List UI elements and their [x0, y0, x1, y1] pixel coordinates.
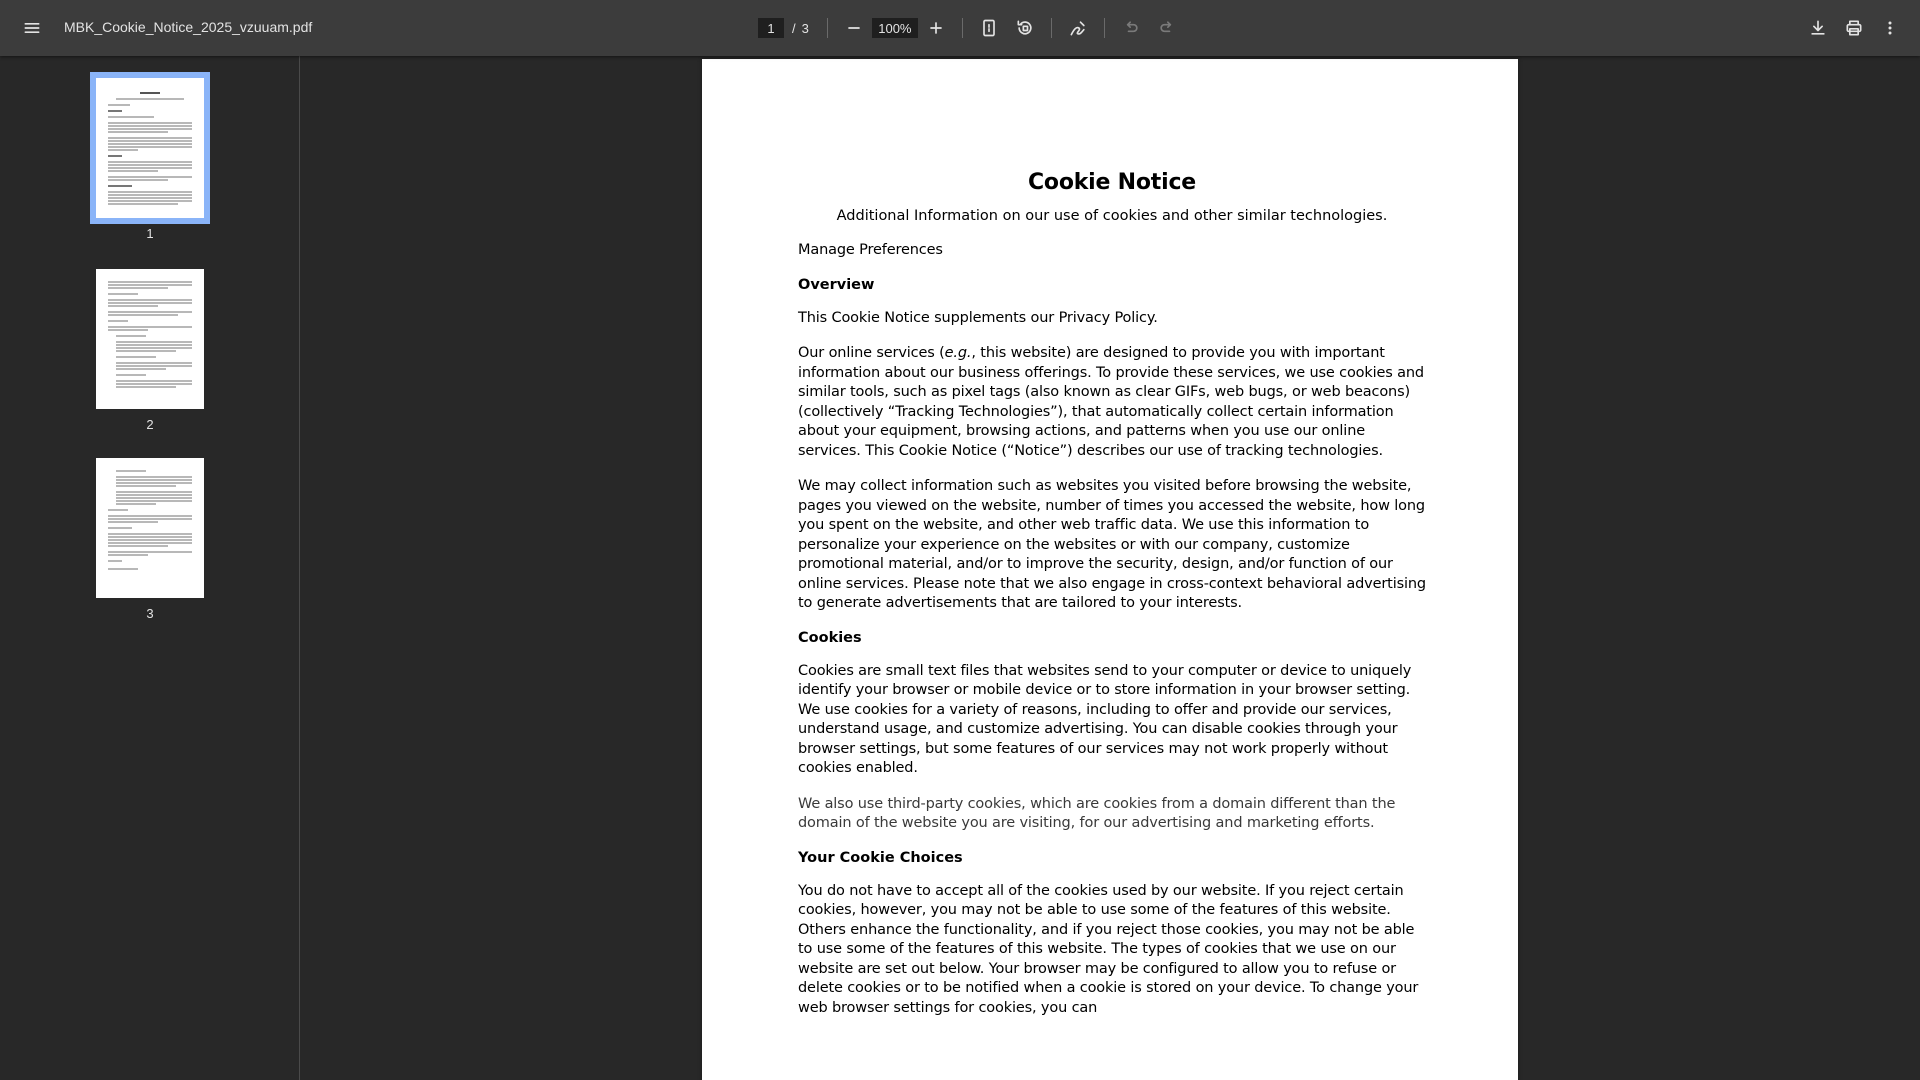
print-icon [1844, 18, 1864, 38]
menu-button[interactable] [14, 10, 50, 46]
page-total: 3 [801, 20, 809, 36]
redo-button[interactable] [1149, 10, 1185, 46]
zoom-input[interactable] [872, 18, 918, 38]
fit-page-button[interactable] [971, 10, 1007, 46]
thumbnail-item[interactable] [0, 78, 300, 241]
page-thumbnail-3[interactable] [96, 458, 204, 598]
divider [1051, 18, 1052, 38]
page-separator: / [792, 20, 796, 36]
download-icon [1808, 18, 1828, 38]
more-options-button[interactable] [1872, 10, 1908, 46]
p2-emphasis: e.g. [944, 345, 972, 361]
pen-icon [1068, 18, 1088, 38]
divider [1104, 18, 1105, 38]
rotate-icon [1015, 18, 1035, 38]
print-button[interactable] [1836, 10, 1872, 46]
right-toolbar-controls [1800, 10, 1908, 46]
divider [827, 18, 828, 38]
document-heading: Cookie Notice [1027, 170, 1197, 195]
paragraph-privacy: This Cookie Notice supplements our Privacy Policy. [798, 309, 1158, 326]
thumbnail-label: 1 [146, 226, 154, 241]
plus-icon [926, 18, 946, 38]
minus-icon [844, 18, 864, 38]
page-content [798, 170, 1426, 1034]
page-number-input[interactable] [758, 18, 784, 38]
thumbnail-item[interactable] [0, 458, 300, 621]
thumbnail-item[interactable] [0, 269, 300, 432]
annotate-button[interactable] [1060, 10, 1096, 46]
paragraph-collect: We may collect information such as websites you visited before browsing the website, pages you viewed on the website, number of times you accessed the website, how long you spent on the website, and other web traffic data. We use this information to personalize your experience on the websites or with our company, customize promotional material, and/or to improve the security, design, and/or function of our online services. Please note that we also engage in cross-context behavioral advertising to generate advertisements that are tailored to your interests. [798, 478, 1426, 611]
page-thumbnail-2[interactable] [96, 269, 204, 409]
pdf-toolbar [0, 0, 1920, 56]
undo-button[interactable] [1113, 10, 1149, 46]
document-viewer[interactable] [301, 56, 1920, 1080]
choices-heading: Your Cookie Choices [798, 849, 963, 866]
paragraph-cookies: Cookies are small text files that websites send to your computer or device to uniquely identify your browser or mobile device or to store information in your browser setting. We use cookies for a variety of reasons, including to offer and provide our services, understand usage, and customize advertising. You can disable cookies through your browser settings, but some features of our services may not work properly without cookies enabled. [798, 662, 1412, 776]
thumbnail-sidebar [0, 56, 300, 1080]
fit-page-icon [979, 18, 999, 38]
page-thumbnail-1[interactable] [96, 78, 204, 218]
page-zoom-controls [758, 0, 1185, 56]
menu-icon [22, 18, 42, 38]
thumbnail-label: 3 [146, 606, 154, 621]
undo-icon [1121, 18, 1141, 38]
paragraph-third-party: We also use third-party cookies, which are cookies from a domain different than the domain of the website you are visiting, for our advertising and marketing efforts. [798, 795, 1396, 831]
paragraph-online-services [798, 344, 1426, 461]
divider [962, 18, 963, 38]
download-button[interactable] [1800, 10, 1836, 46]
document-subtitle: Additional Information on our use of cookies and other similar technologies. [836, 208, 1388, 224]
paragraph-choices: You do not have to accept all of the cookies used by our website. If you reject certain cookies, however, you may not be able to use some of the features of this website. Others enhance the functionality, and if you reject those cookies, you may not be able to use some of the features of this website. The types of cookies that we use on our website are set out below. Your browser may be configured to allow you to refuse or delete cookies or to be notified when a cookie is stored on your device. To change your web browser settings for cookies, you can [798, 882, 1419, 1016]
zoom-in-button[interactable] [918, 10, 954, 46]
zoom-out-button[interactable] [836, 10, 872, 46]
p2-pre: Our online services ( [798, 345, 945, 361]
thumbnail-label: 2 [146, 417, 154, 432]
rotate-button[interactable] [1007, 10, 1043, 46]
cookies-heading: Cookies [798, 629, 862, 646]
pdf-page-1 [702, 59, 1518, 1080]
more-vertical-icon [1880, 18, 1900, 38]
manage-preferences-text: Manage Preferences [798, 242, 943, 258]
p2-post: , this website) are designed to provide you with important information about our business offerings. To provide these services, we use cookies and similar tools, such as pixel tags (also known as clear GIFs, web bugs, or web beacons) (collectively “Tracking Technologies”), that automatically collect certain information about your equipment, browsing actions, and patterns when you use our online services. This Cookie Notice (“Notice”) describes our use of tracking technologies. [798, 345, 1424, 459]
overview-heading: Overview [798, 276, 875, 293]
document-title: MBK_Cookie_Notice_2025_vzuuam.pdf [64, 19, 313, 35]
redo-icon [1157, 18, 1177, 38]
